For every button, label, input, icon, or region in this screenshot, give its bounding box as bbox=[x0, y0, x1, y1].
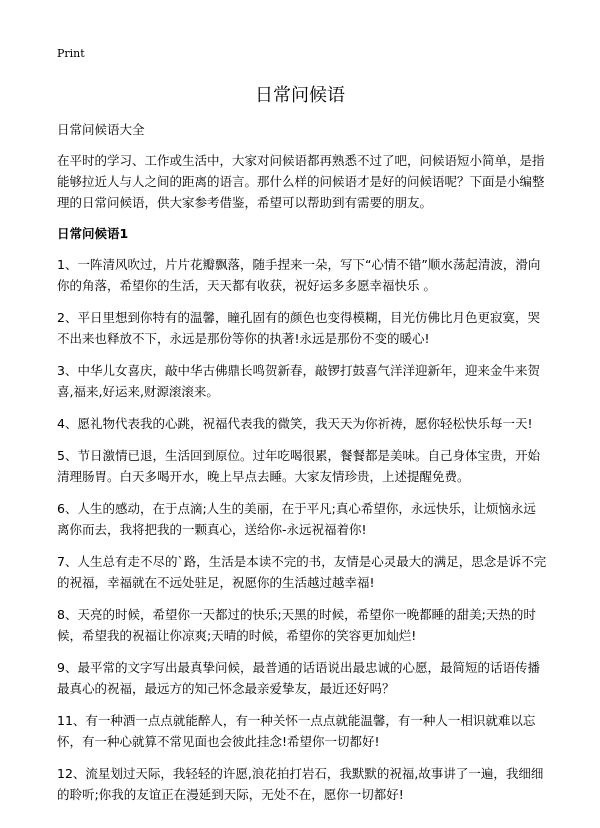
article-body bbox=[57, 119, 548, 816]
print-link[interactable]: Print bbox=[57, 47, 85, 60]
intro-paragraph: 在平时的学习、工作或生活中，大家对问候语都再熟悉不过了吧，问候语短小简单，是指能够拉近人与人之间的距离的语言。那什么样的问候语才是好的问候语呢？下面是小编整理的日常问候语，供大家参考借鉴，希望可以帮助到有需要的朋友。 bbox=[57, 153, 545, 210]
greeting-item: 2、平日里想到你特有的温馨，瞳孔固有的颜色也变得模糊，目光仿佛比月色更寂寞，哭不出来也释放不下，永远是那份等你的执著!永远是那份不变的暖心! bbox=[57, 310, 540, 346]
greeting-item: 8、天亮的时候，希望你一天都过的快乐;天黑的时候，希望你一晚都睡的甜美;天热的时候，希望我的祝福让你凉爽;天晴的时候，希望你的笑容更加灿烂! bbox=[57, 607, 536, 643]
article-subtitle: 日常问候语大全 bbox=[57, 122, 145, 137]
section-heading: 日常问候语1 bbox=[57, 226, 129, 241]
greeting-item: 12、流星划过天际，我轻轻的许愿,浪花拍打岩石，我默默的祝福,故事讲了一遍，我细细的聆听;你我的友谊正在漫延到天际，无处不在，愿你一切都好! bbox=[57, 766, 544, 802]
greeting-item: 7、人生总有走不尽的`路，生活是本读不完的书，友情是心灵最大的满足，思念是诉不完的祝福，幸福就在不远处驻足，祝愿你的生活越过越幸福! bbox=[57, 554, 547, 590]
page-title: 日常问候语 bbox=[255, 85, 345, 106]
greeting-item: 1、一阵清风吹过，片片花瓣飘落，随手捏来一朵，写下“心情不错”顺水荡起清波，滑向你的角落，希望你的生活，天天都有收获，祝好运多多愿幸福快乐 。 bbox=[57, 257, 541, 293]
greeting-item: 5、节日激情已退，生活回到原位。过年吃喝很累，餐餐都是美味。自己身体宝贵，开始清理肠胃。白天多喝开水，晚上早点去睡。大家友情珍贵，上述提醒免费。 bbox=[57, 448, 540, 484]
greeting-item: 11、有一种酒一点点就能醉人，有一种关怀一点点就能温馨，有一种人一相识就难以忘怀，有一种心就算不常见面也会彼此挂念!希望你一切都好! bbox=[57, 713, 536, 749]
greeting-item: 6、人生的感动，在于点滴;人生的美丽，在于平凡;真心希望你，永远快乐，让烦恼永远离你而去，我将把我的一颗真心，送给你-永远祝福着你! bbox=[57, 501, 536, 537]
greeting-item: 4、愿礼物代表我的心跳，祝福代表我的微笑，我天天为你祈祷，愿你轻松快乐每一天! bbox=[57, 416, 533, 431]
greeting-item: 9、最平常的文字写出最真挚问候，最普通的话语说出最忠诚的心愿，最简短的话语传播最真心的祝福，最远方的知己怀念最亲爱挚友，最近还好吗？ bbox=[57, 660, 540, 696]
greeting-item: 3、中华儿女喜庆，敲中华古佛鼎长鸣贺新春，敲锣打鼓喜气洋洋迎新年，迎来金牛来贺喜,福来,好运来,财源滚滚来。 bbox=[57, 363, 540, 399]
